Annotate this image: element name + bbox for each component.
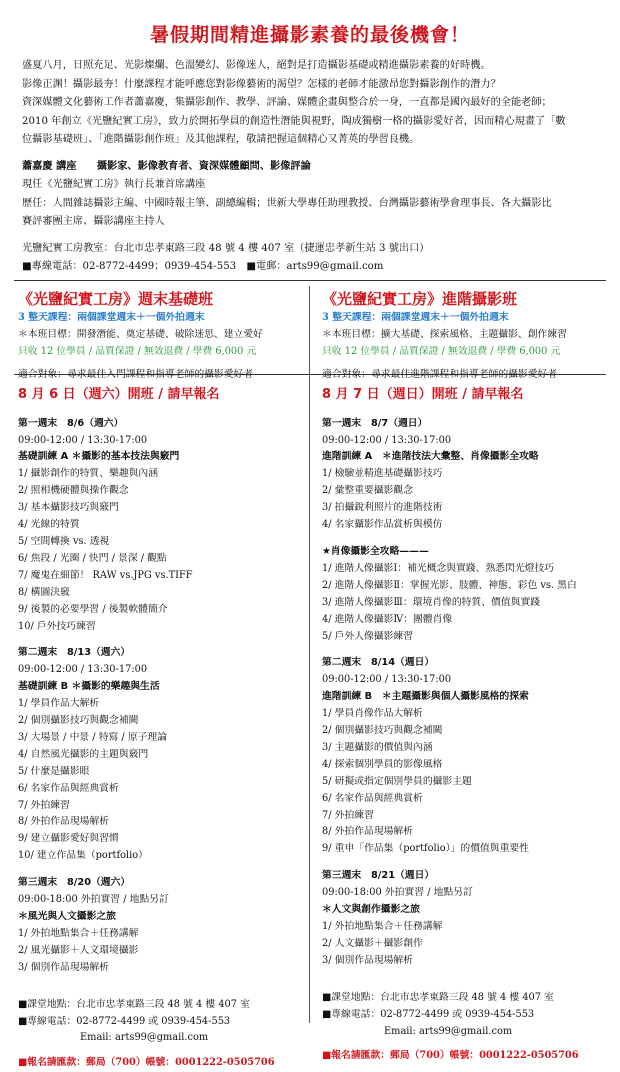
list-item: 9/ 重申「作品集（portfolio）」的價值與重要性 bbox=[322, 843, 529, 855]
list-item: 2/ 照相機硬體與操作觀念 bbox=[18, 485, 129, 497]
right-week2-section: 進階訓練 B ＊主題攝影與個人攝影風格的探索 bbox=[322, 691, 529, 703]
right-goal: ＊本班目標：擴大基礎、探索風格、主題攝影、創作練習 bbox=[322, 328, 567, 340]
right-class-title: 《光鹽紀實工房》進階攝影班 bbox=[322, 290, 518, 308]
intro-paragraph: 資深媒體文化藝術工作者蕭嘉慶，集攝影創作、教學、評論、媒體企畫與整合於一身，一直都是國內最好的全能老師； bbox=[22, 97, 552, 108]
list-item: 3/ 大場景 / 中景 / 特寫 / 原子理論 bbox=[18, 731, 168, 743]
left-email: Email: arts99@gmail.com bbox=[80, 1032, 209, 1044]
history-line: 賽評審團主席、攝影講座主持人 bbox=[22, 216, 165, 227]
list-item: 5/ 空間轉換 vs. 透視 bbox=[18, 535, 110, 547]
list-item: 1/ 檢驗並精進基礎攝影技巧 bbox=[322, 468, 443, 480]
column-divider bbox=[309, 286, 310, 1023]
right-email: Email: arts99@gmail.com bbox=[384, 1025, 513, 1037]
left-phone: ■專線電話：02-8772-4499 或 0939-454-553 bbox=[18, 1015, 231, 1027]
list-item: 4/ 光線的特質 bbox=[18, 519, 80, 531]
left-week2-section: 基礎訓練 B ＊攝影的樂趣與生活 bbox=[18, 681, 160, 693]
left-week2-time: 09:00-12:00 / 13:30-17:00 bbox=[18, 664, 148, 676]
list-item: 7/ 外拍練習 bbox=[18, 799, 70, 811]
list-item: 2/ 人文攝影＋攝影創作 bbox=[322, 937, 423, 949]
left-week1-title: 第一週末 8/6（週六） bbox=[18, 417, 124, 429]
list-item: 3/ 基本攝影技巧與竅門 bbox=[18, 502, 119, 514]
list-item: 2/ 個別攝影技巧與觀念補闕 bbox=[18, 715, 139, 727]
contact-line: ■專線電話：02-8772-4499；0939-454-553 ■電郵：arts99@gmail.com bbox=[22, 261, 384, 272]
list-item: 1/ 攝影創作的特質、樂趣與內涵 bbox=[18, 468, 159, 480]
list-item: 7/ 魔鬼在細節！ RAW vs.JPG vs.TIFF bbox=[18, 569, 193, 581]
right-course-length: 3 整天課程：兩個課堂週末＋一個外拍週末 bbox=[322, 312, 509, 323]
left-week3-title: 第三週末 8/20（週六） bbox=[18, 877, 131, 889]
list-item: 1/ 外拍地點集合＋任務講解 bbox=[18, 927, 139, 939]
page-title: 暑假期間精進攝影素養的最後機會！ bbox=[149, 24, 470, 46]
left-registration: ■報名請匯款：郵局（700）帳號：0001222-0505706 bbox=[18, 1057, 275, 1069]
list-item: 4/ 名家攝影作品賞析與模仿 bbox=[322, 519, 443, 531]
list-item: 7/ 外拍練習 bbox=[322, 809, 374, 821]
right-week3-title: 第三週末 8/21（週日） bbox=[322, 870, 435, 882]
list-item: 2/ 風光攝影＋人文環境攝影 bbox=[18, 944, 139, 956]
list-item: 3/ 個別作品現場解析 bbox=[322, 954, 414, 966]
list-item: 2/ 彙整重要攝影觀念 bbox=[322, 485, 414, 497]
list-item: 3/ 進階人像攝影Ⅲ：環境肖像的特質、價值與實踐 bbox=[322, 596, 541, 608]
right-week2-title: 第二週末 8/14（週日） bbox=[322, 657, 435, 669]
left-class-title: 《光鹽紀實工房》週末基礎班 bbox=[18, 290, 214, 308]
right-phone: ■專線電話：02-8772-4499 或 0939-454-553 bbox=[322, 1008, 535, 1020]
list-item: 1/ 進階人像攝影Ⅰ：補光概念與實踐、熟悉閃光燈技巧 bbox=[322, 562, 555, 574]
list-item: 4/ 進階人像攝影Ⅳ：團體肖像 bbox=[322, 613, 453, 625]
list-item: 8/ 外拍作品現場解析 bbox=[18, 816, 110, 828]
right-week3-section: ＊人文與創作攝影之旅 bbox=[322, 904, 420, 916]
left-course-length: 3 整天課程：兩個課堂週末＋一個外拍週末 bbox=[18, 312, 205, 323]
right-week1-time: 09:00-12:00 / 13:30-17:00 bbox=[322, 434, 452, 446]
list-item: 5/ 戶外人像攝影練習 bbox=[322, 630, 414, 642]
list-item: 1/ 學員肖像作品大解析 bbox=[322, 708, 423, 720]
list-item: 6/ 焦段 / 光圈 / 快門 / 景深 / 觀點 bbox=[18, 552, 167, 564]
list-item: 5/ 研擬或指定個別學員的攝影主題 bbox=[322, 775, 472, 787]
intro-paragraph: 盛夏八月，日照充足、光影燦爛、色溫變幻、影像迷人，絕對是打造攝影基礎或精進攝影素養的好時機。 bbox=[22, 60, 491, 71]
list-item: 3/ 主題攝影的價值與內涵 bbox=[322, 741, 433, 753]
left-target: 適合對象：尋求最佳入門課程和指導老師的攝影愛好者 bbox=[18, 368, 254, 380]
left-week3-section: ＊風光與人文攝影之旅 bbox=[18, 911, 116, 922]
list-item: 10/ 戶外技巧練習 bbox=[18, 620, 96, 632]
list-item: 6/ 名家作品與經典賞析 bbox=[322, 792, 423, 804]
left-week1-section: 基礎訓練 A ＊攝影的基本技法與竅門 bbox=[18, 451, 180, 463]
list-item: 3/ 拍攝銳利照片的進階技術 bbox=[322, 502, 443, 514]
intro-section bbox=[22, 57, 604, 277]
address-line: 光鹽紀實工房教室：台北市忠孝東路三段 48 號 4 樓 407 室（捷運忠孝新生站 3 號出口） bbox=[22, 242, 430, 254]
intro-paragraph: 2010 年創立《光鹽紀實工房》，致力於開拓學員的創造性潛能與視野，陶成獨樹一格的攝影愛好者，因而精心規畫了「數 bbox=[22, 115, 566, 127]
list-item: 9/ 後製的必要學習 / 後製軟體簡介 bbox=[18, 603, 168, 615]
right-start-date: 8 月 7 日（週日）開班 / 請早報名 bbox=[322, 386, 524, 402]
left-location: ■課堂地點：台北市忠孝東路三段 48 號 4 樓 407 室 bbox=[18, 998, 250, 1010]
right-week3-time: 09:00-18:00 外拍實習 / 地點另訂 bbox=[322, 887, 473, 899]
left-start-date: 8 月 6 日（週六）開班 / 請早報名 bbox=[18, 386, 220, 402]
intro-paragraph: 位攝影基礎班」、「進階攝影創作班」及其他課程，敬請把握這個精心又菁英的學習良機。 bbox=[22, 134, 420, 145]
left-column bbox=[18, 288, 306, 1072]
list-item: 2/ 進階人像攝影Ⅱ：掌握光影、肢體、神態、彩色 vs. 黑白 bbox=[322, 579, 577, 591]
list-item: 1/ 學員作品大解析 bbox=[18, 698, 100, 710]
list-item: 10/ 建立作品集（portfolio） bbox=[18, 850, 148, 862]
teacher-line: 蕭嘉慶 講座 攝影家、影像教育者、資深媒體顧問、影像評論 bbox=[22, 160, 311, 172]
list-item: 9/ 建立攝影愛好與習慣 bbox=[18, 833, 119, 845]
right-target: 適合對象：尋求最佳進階課程和指導老師的攝影愛好者 bbox=[322, 368, 558, 380]
right-week1-section: 進階訓練 A ＊進階技法大彙整、肖像攝影全攻略 bbox=[322, 451, 539, 463]
right-portrait-subtitle: ★肖像攝影全攻略——— bbox=[322, 545, 429, 557]
list-item: 4/ 探索個別學員的影像風格 bbox=[322, 758, 443, 770]
list-item: 3/ 個別作品現場解析 bbox=[18, 961, 110, 973]
top-divider bbox=[14, 280, 606, 281]
list-item: 1/ 外拍地點集合＋任務講解 bbox=[322, 921, 443, 932]
list-item: 8/ 外拍作品現場解析 bbox=[322, 826, 414, 838]
current-position: 現任《光鹽紀實工房》執行長兼首席講座 bbox=[22, 179, 206, 190]
right-week2-time: 09:00-12:00 / 13:30-17:00 bbox=[322, 674, 452, 686]
list-item: 6/ 名家作品與經典賞析 bbox=[18, 782, 119, 794]
right-location: ■課堂地點：台北市忠孝東路三段 48 號 4 樓 407 室 bbox=[322, 991, 554, 1003]
intro-paragraph: 影像正渊！攝影最夯！什麼課程才能呼應您對影像藝術的渴望？怎樣的老師才能激昂您對攝影創作的潛力？ bbox=[22, 78, 501, 90]
right-column bbox=[322, 288, 612, 1065]
history-line: 歷任：人間雜誌攝影主編、中國時報主筆、副總編輯；世新大學專任助理教授、台灣攝影藝術學會理事長、各大攝影比 bbox=[22, 197, 552, 209]
right-price: 只收 12 位學員 / 品質保證 / 無效退費 / 學費 6,000 元 bbox=[322, 345, 561, 357]
left-week2-title: 第二週末 8/13（週六） bbox=[18, 647, 131, 659]
left-price: 只收 12 位學員 / 品質保證 / 無效退費 / 學費 6,000 元 bbox=[18, 345, 257, 357]
right-week1-title: 第一週末 8/7（週日） bbox=[322, 417, 428, 429]
left-week1-time: 09:00-12:00 / 13:30-17:00 bbox=[18, 434, 148, 446]
left-goal: ＊本班目標：開發潛能、奠定基礎、破除迷思、建立愛好 bbox=[18, 328, 263, 340]
list-item: 2/ 個別攝影技巧與觀念補闕 bbox=[322, 725, 443, 737]
list-item: 5/ 什麼是攝影眼 bbox=[18, 765, 90, 777]
left-week3-time: 09:00-18:00 外拍實習 / 地點另訂 bbox=[18, 894, 169, 906]
right-registration: ■報名請匯款：郵局（700）帳號：0001222-0505706 bbox=[322, 1050, 579, 1062]
list-item: 8/ 構圖決竅 bbox=[18, 586, 70, 598]
list-item: 4/ 自然風光攝影的主題與竅門 bbox=[18, 748, 149, 760]
